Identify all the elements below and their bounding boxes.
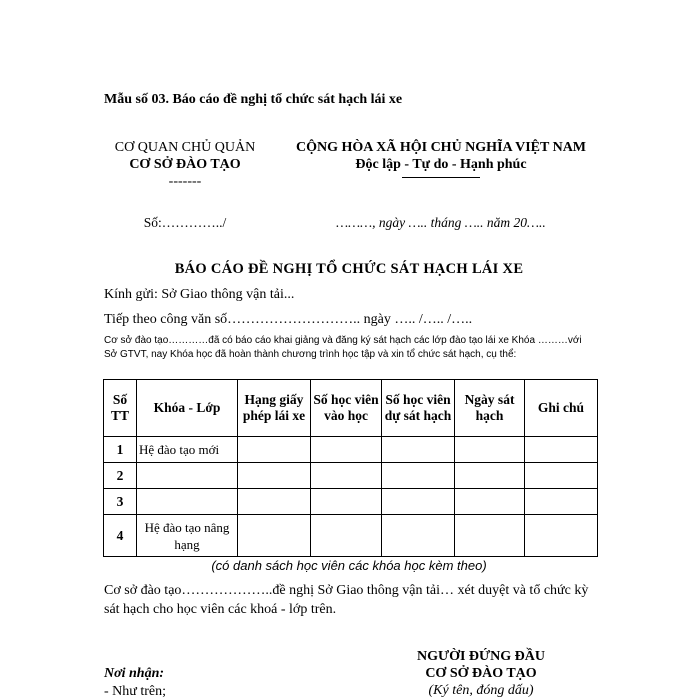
row-course	[137, 489, 238, 515]
cell-license-class	[238, 489, 311, 515]
table-row	[104, 463, 598, 489]
table-row	[104, 489, 598, 515]
motto: Độc lập - Tự do - Hạnh phúc	[355, 157, 527, 172]
header-license-class: Hạng giấy phép lái xe	[238, 380, 311, 437]
signature-block	[356, 648, 606, 699]
cell-examinees	[382, 489, 455, 515]
header-exam-date: Ngày sát hạch	[455, 380, 525, 437]
table-header-row	[104, 380, 598, 437]
cell-notes	[525, 515, 598, 557]
table-row	[104, 515, 598, 557]
row-no: 4	[104, 515, 137, 557]
cell-enrolled	[311, 515, 382, 557]
row-course: Hệ đào tạo nâng hạng	[137, 515, 238, 557]
cell-exam-date	[455, 463, 525, 489]
cell-examinees	[382, 437, 455, 463]
reference-line: Tiếp theo công văn số……………………….. ngày ….. /….. /…..	[104, 312, 473, 327]
class-report-table	[103, 379, 598, 557]
cell-notes	[525, 463, 598, 489]
cell-examinees	[382, 463, 455, 489]
document-number: Số:…………../	[143, 215, 227, 230]
signature-instruction: (Ký tên, đóng dấu)	[428, 683, 534, 698]
form-code-title: Mẫu số 03. Báo cáo đề nghị tổ chức sát hạch lái xe	[104, 92, 403, 107]
cell-exam-date	[455, 437, 525, 463]
agency-dash-separator: -------	[168, 174, 202, 189]
signer-organization: CƠ SỞ ĐÀO TẠO	[425, 666, 537, 681]
motto-underline	[402, 177, 480, 178]
parent-agency-label: CƠ QUAN CHỦ QUẢN	[114, 140, 256, 155]
row-no: 3	[104, 489, 137, 515]
recipients-title: Nơi nhận:	[104, 666, 165, 681]
cell-examinees	[382, 515, 455, 557]
header-enrolled: Số học viên vào học	[311, 380, 382, 437]
header-examinees: Số học viên dự sát hạch	[382, 380, 455, 437]
cell-notes	[525, 489, 598, 515]
signer-title: NGƯỜI ĐỨNG ĐẦU	[416, 649, 546, 664]
document-date: ………, ngày ….. tháng ….. năm 20…..	[336, 215, 546, 230]
cell-enrolled	[311, 489, 382, 515]
row-course: Hệ đào tạo mới	[137, 437, 238, 463]
country-name: CỘNG HÒA XÃ HỘI CHỦ NGHĨA VIỆT NAM	[296, 140, 587, 155]
recipients-item: - Như trên;	[104, 684, 167, 699]
cell-license-class	[238, 515, 311, 557]
row-course	[137, 463, 238, 489]
row-no: 2	[104, 463, 137, 489]
cell-license-class	[238, 463, 311, 489]
national-motto-block	[296, 139, 586, 178]
cell-enrolled	[311, 463, 382, 489]
header-notes: Ghi chú	[525, 380, 598, 437]
recipient-line: Kính gửi: Sở Giao thông vận tải...	[104, 287, 295, 302]
header-course: Khóa - Lớp	[137, 380, 238, 437]
cell-exam-date	[455, 515, 525, 557]
intro-paragraph: Cơ sở đào tạo…………đã có báo cáo khai giảng và đăng ký sát hạch các lớp đào tạo lái xe Khóa ………với Sở GTVT, nay Khóa học đã hoàn thành chương trình học tập và xin tổ chức sát hạch, cụ thể:	[104, 335, 582, 360]
cell-license-class	[238, 437, 311, 463]
row-no: 1	[104, 437, 137, 463]
cell-enrolled	[311, 437, 382, 463]
table-row	[104, 437, 598, 463]
attachment-note: (có danh sách học viên các khóa học kèm theo)	[211, 558, 487, 573]
report-title: BÁO CÁO ĐỀ NGHỊ TỔ CHỨC SÁT HẠCH LÁI XE	[174, 261, 524, 277]
header-no: Số TT	[104, 380, 137, 437]
cell-exam-date	[455, 489, 525, 515]
issuing-agency-block	[104, 139, 266, 190]
training-facility-label: CƠ SỞ ĐÀO TẠO	[129, 157, 241, 172]
closing-paragraph: Cơ sở đào tạo………………..đề nghị Sở Giao thông vận tải… xét duyệt và tổ chức kỳ sát hạch cho học viên các khoá - lớp trên.	[104, 583, 589, 617]
cell-notes	[525, 437, 598, 463]
